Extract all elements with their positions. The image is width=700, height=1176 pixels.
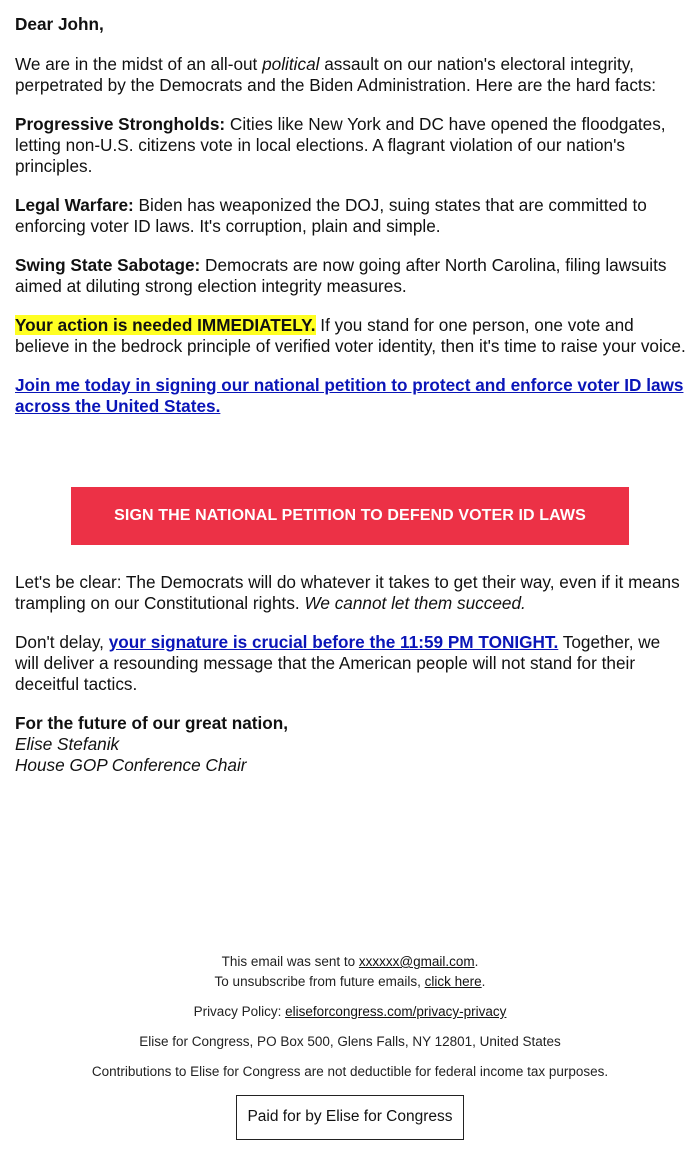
footer-sent-prefix: This email was sent to: [221, 954, 359, 969]
clear-paragraph: [15, 572, 687, 614]
cta-container: [71, 487, 629, 545]
delay-before: Don't delay,: [15, 632, 109, 652]
clear-emphasis: We cannot let them succeed.: [304, 593, 526, 613]
unsubscribe-link[interactable]: click here: [424, 974, 482, 989]
footer-unsub-prefix: To unsubscribe from future emails,: [214, 974, 425, 989]
fact-text: Democrats are now going after North Carolina, filing lawsuits aimed at diluting strong election integrity measures.: [15, 255, 667, 296]
fact-paragraph-sabotage: [15, 255, 687, 297]
signoff-name: Elise Stefanik: [15, 734, 120, 754]
clear-text: Let's be clear: The Democrats will do whatever it takes to get their way, even if it means trampling on our Constitutional rights.: [15, 572, 680, 613]
delay-after: Together, we will deliver a resounding message that the American people will not stand for their deceitful tactics.: [15, 632, 661, 694]
footer-privacy: [0, 1002, 700, 1022]
email-footer: [0, 952, 700, 1140]
join-petition-link[interactable]: Join me today in signing our national petition to protect and enforce voter ID laws across the United States.: [15, 375, 684, 416]
intro-emphasis: political: [262, 54, 320, 74]
privacy-policy-link[interactable]: eliseforcongress.com/privacy-privacy: [285, 1004, 507, 1019]
footer-unsub-suffix: .: [481, 974, 486, 989]
fact-text: Cities like New York and DC have opened the floodgates, letting non-U.S. citizens vote in local elections. A flagrant violation of our nation's principles.: [15, 114, 666, 176]
email-body: [15, 14, 687, 435]
signature-deadline-link[interactable]: your signature is crucial before the 11:59 PM TONIGHT.: [108, 632, 559, 652]
greeting: Dear John,: [15, 14, 104, 34]
intro-after: assault on our nation's electoral integrity, perpetrated by the Democrats and the Biden Administration. Here are the hard facts:: [15, 54, 657, 95]
fact-paragraph-strongholds: [15, 114, 687, 177]
fact-paragraph-legal-warfare: [15, 195, 687, 237]
sign-petition-button[interactable]: SIGN THE NATIONAL PETITION TO DEFEND VOTER ID LAWS: [71, 487, 629, 545]
action-paragraph: [15, 315, 687, 357]
footer-recipient: [0, 952, 700, 992]
footer-sent-suffix: .: [474, 954, 479, 969]
footer-address: Elise for Congress, PO Box 500, Glens Falls, NY 12801, United States: [139, 1034, 561, 1049]
footer-privacy-prefix: Privacy Policy:: [193, 1004, 286, 1019]
email-body-lower: [15, 572, 687, 776]
fact-title: Legal Warfare:: [15, 195, 134, 215]
signoff-role: House GOP Conference Chair: [15, 755, 247, 775]
fact-title: Progressive Strongholds:: [15, 114, 226, 134]
recipient-email-link[interactable]: xxxxxx@gmail.com: [358, 954, 475, 969]
delay-paragraph: [15, 632, 687, 695]
signoff: [15, 713, 687, 776]
footer-disclaimer: Contributions to Elise for Congress are not deductible for federal income tax purposes.: [91, 1064, 609, 1079]
intro-paragraph: [15, 54, 687, 96]
signoff-closing: For the future of our great nation,: [15, 713, 289, 733]
action-text: If you stand for one person, one vote and believe in the bedrock principle of verified voter identity, then it's time to raise your voice.: [15, 315, 686, 356]
join-paragraph: [15, 375, 687, 417]
paid-for-box: Paid for by Elise for Congress: [236, 1095, 463, 1140]
fact-text: Biden has weaponized the DOJ, suing states that are committed to enforcing voter ID laws. It's corruption, plain and simple.: [15, 195, 647, 236]
intro-before: We are in the midst of an all-out: [15, 54, 263, 74]
action-highlight: Your action is needed IMMEDIATELY.: [15, 315, 316, 335]
fact-title: Swing State Sabotage:: [15, 255, 201, 275]
